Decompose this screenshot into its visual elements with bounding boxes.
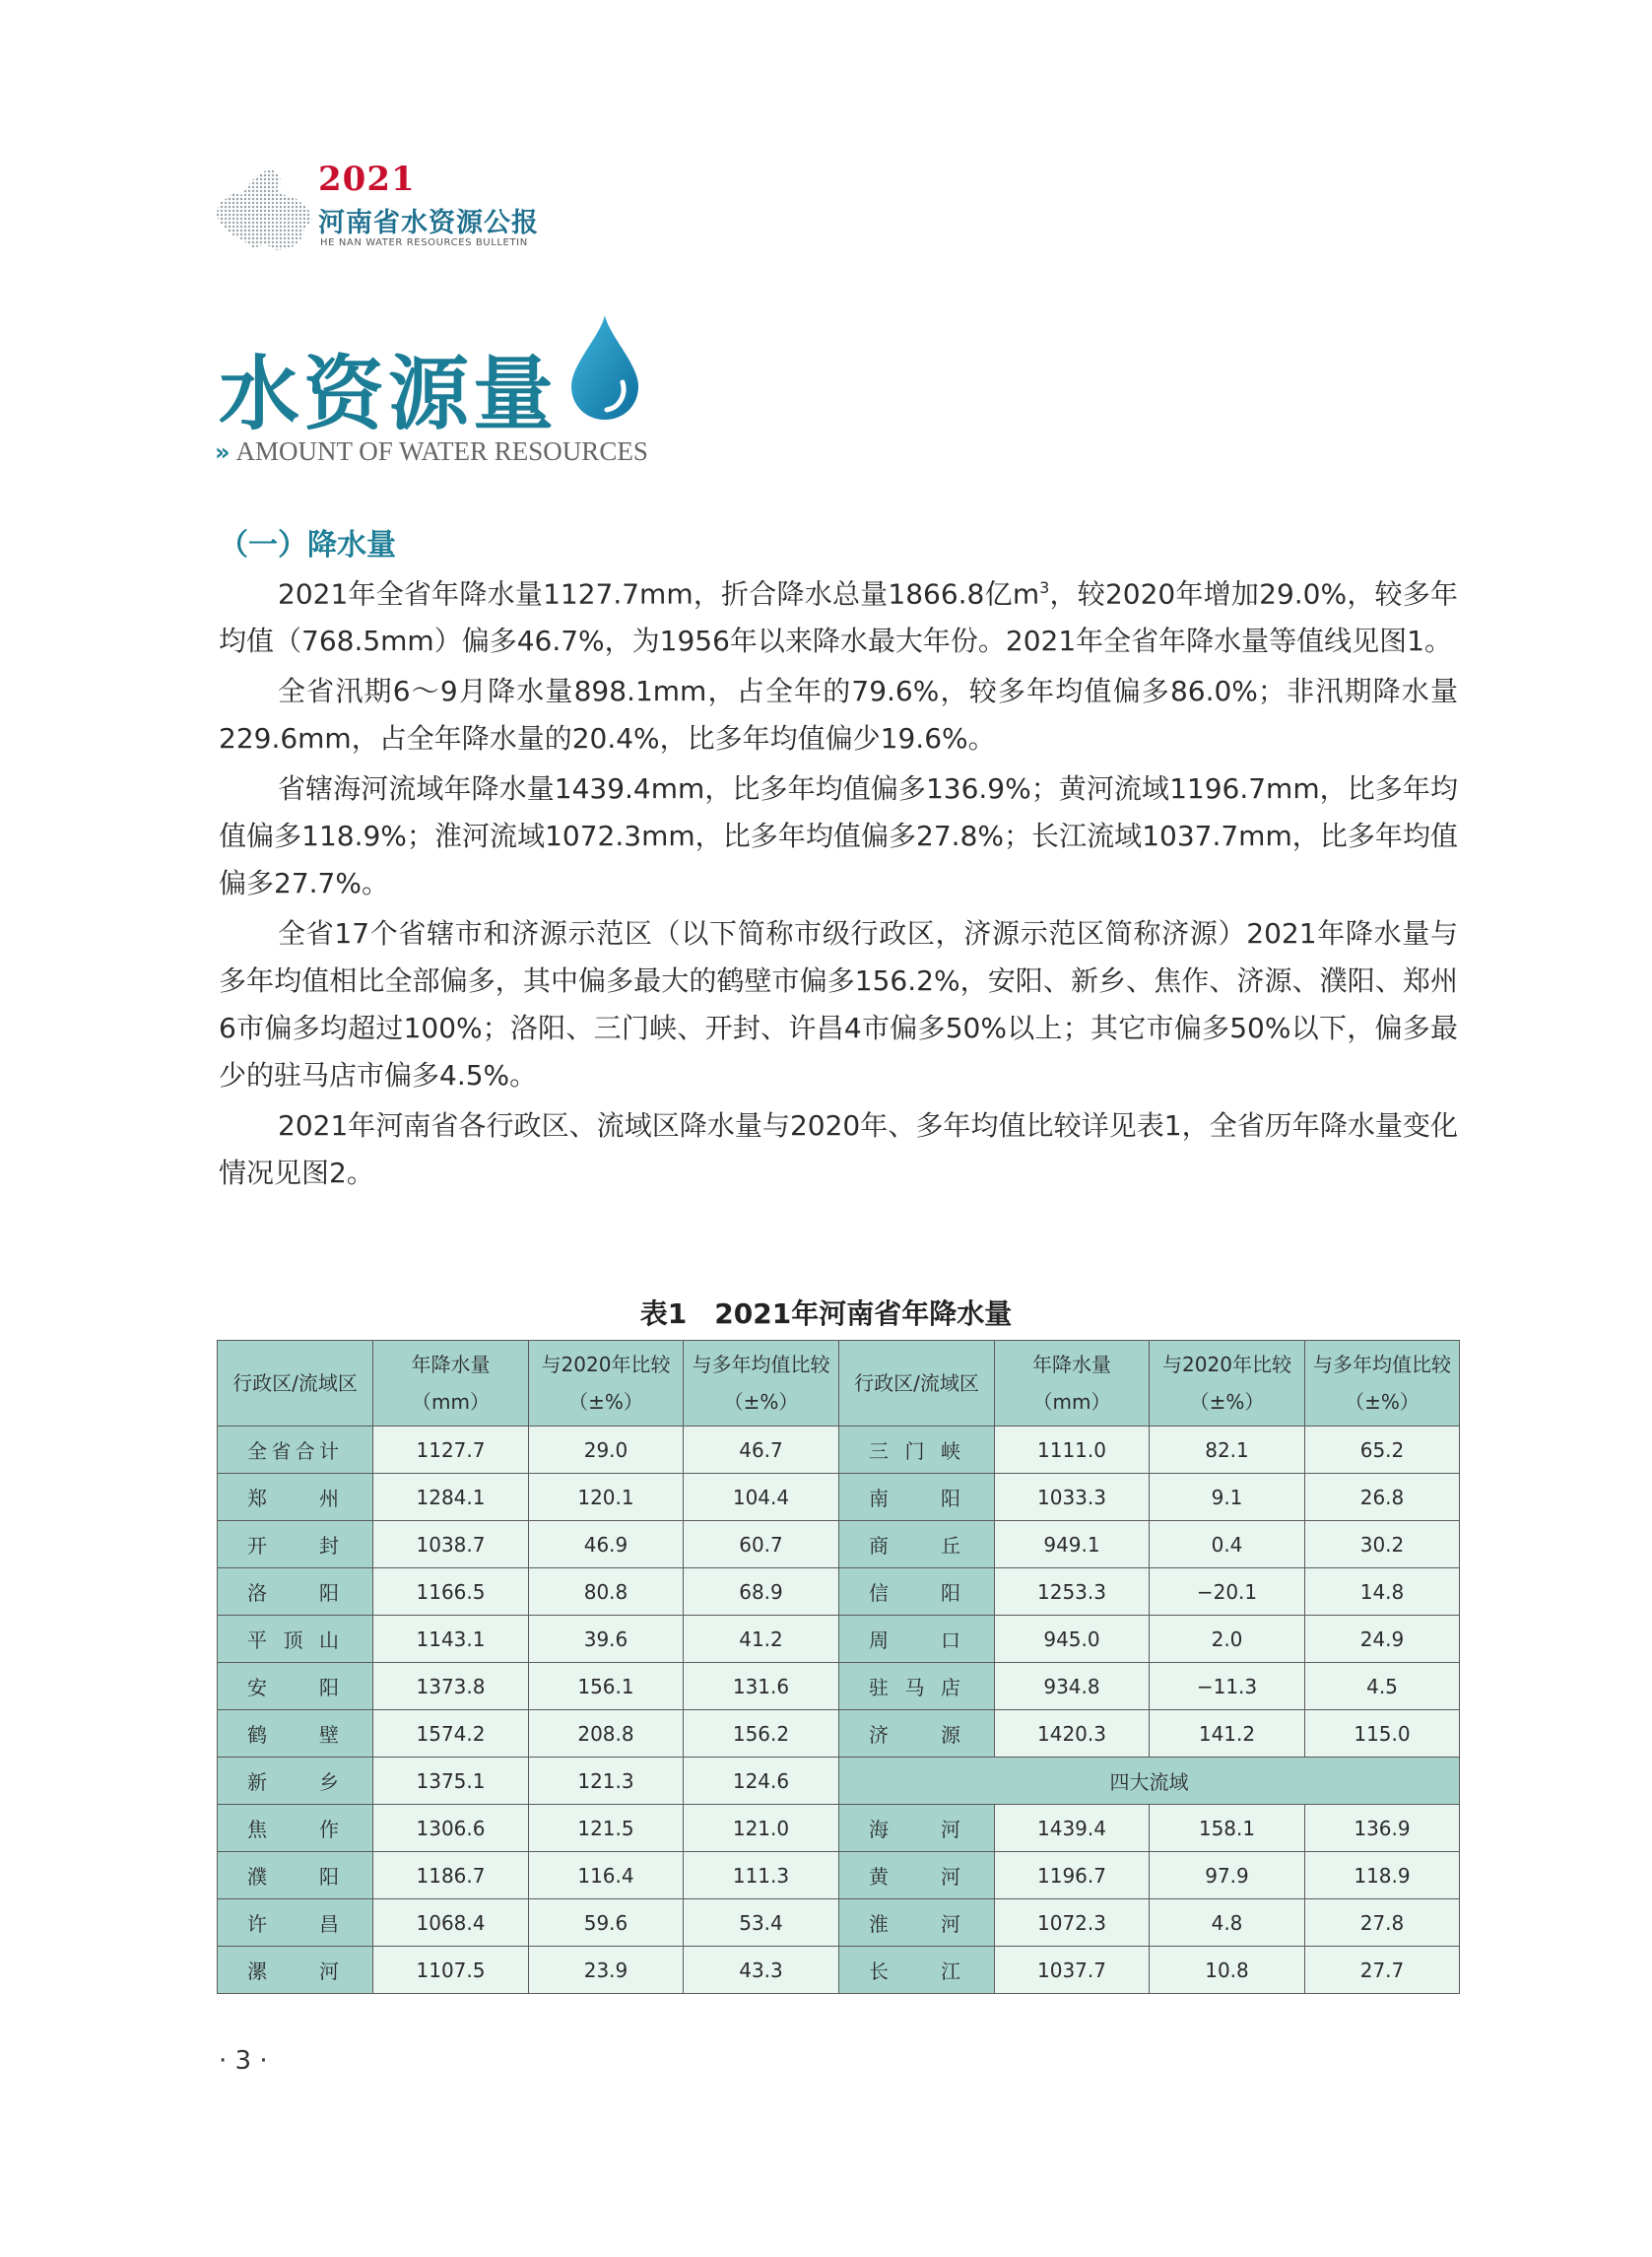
vs-2020-cell: 116.4 [529, 1852, 684, 1899]
header-vs-2020: 与2020年比较 （±%） [1150, 1341, 1305, 1427]
vs-average-cell: 124.6 [684, 1758, 839, 1805]
header-region: 行政区/流域区 [218, 1341, 373, 1427]
vs-2020-cell: 2.0 [1150, 1616, 1305, 1663]
vs-average-cell: 43.3 [684, 1947, 839, 1994]
vs-2020-cell: 156.1 [529, 1663, 684, 1710]
table-row [218, 1474, 1460, 1521]
header-vs-average: 与多年均值比较 （±%） [1305, 1341, 1460, 1427]
henan-map-logo [212, 166, 315, 254]
vs-2020-cell: 120.1 [529, 1474, 684, 1521]
table-row [218, 1521, 1460, 1568]
report-header [212, 160, 566, 258]
vs-2020-cell: 39.6 [529, 1616, 684, 1663]
region-name: 安阳 [218, 1663, 373, 1710]
vs-average-cell: 156.2 [684, 1710, 839, 1758]
vs-2020-cell: 10.8 [1150, 1947, 1305, 1994]
basin-group-header: 四大流域 [839, 1758, 1460, 1805]
region-name: 郑州 [218, 1474, 373, 1521]
rainfall-cell: 934.8 [995, 1663, 1150, 1710]
region-name: 焦作 [218, 1805, 373, 1852]
subsection-heading: （一）降水量 [219, 528, 396, 563]
rainfall-cell: 1253.3 [995, 1568, 1150, 1616]
rainfall-cell: 1196.7 [995, 1852, 1150, 1899]
vs-average-cell: 115.0 [1305, 1710, 1460, 1758]
region-name: 商丘 [839, 1521, 995, 1568]
vs-2020-cell: 121.5 [529, 1805, 684, 1852]
table-caption: 表1 2021年河南省年降水量 [639, 1297, 1013, 1330]
rainfall-cell: 1072.3 [995, 1899, 1150, 1947]
vs-average-cell: 60.7 [684, 1521, 839, 1568]
rainfall-cell: 1038.7 [373, 1521, 529, 1568]
rainfall-cell: 1068.4 [373, 1899, 529, 1947]
header-region: 行政区/流域区 [839, 1341, 995, 1427]
report-year: 2021 [318, 160, 416, 199]
vs-2020-cell: 29.0 [529, 1427, 684, 1474]
region-name: 平顶山 [218, 1616, 373, 1663]
rainfall-cell: 1186.7 [373, 1852, 529, 1899]
paragraph: 全省汛期6～9月降水量898.1mm，占全年的79.6%，较多年均值偏多86.0%；非汛期降水量229.6mm，占全年降水量的20.4%，比多年均值偏少19.6%。 [219, 675, 1458, 756]
table-row [218, 1805, 1460, 1852]
table-row [218, 1568, 1460, 1616]
vs-2020-cell: 80.8 [529, 1568, 684, 1616]
region-name: 济源 [839, 1710, 995, 1758]
vs-2020-cell: 23.9 [529, 1947, 684, 1994]
chapter-title: 水资源量 [219, 347, 559, 441]
rainfall-cell: 949.1 [995, 1521, 1150, 1568]
paragraph: 2021年河南省各行政区、流域区降水量与2020年、多年均值比较详见表1，全省历年降水量变化情况见图2。 [219, 1109, 1458, 1190]
vs-average-cell: 30.2 [1305, 1521, 1460, 1568]
rainfall-cell: 1574.2 [373, 1710, 529, 1758]
basin-name: 海河 [839, 1805, 995, 1852]
rainfall-cell: 1375.1 [373, 1758, 529, 1805]
vs-average-cell: 104.4 [684, 1474, 839, 1521]
vs-2020-cell: 9.1 [1150, 1474, 1305, 1521]
vs-2020-cell: 141.2 [1150, 1710, 1305, 1758]
vs-2020-cell: 208.8 [529, 1710, 684, 1758]
basin-name: 长江 [839, 1947, 995, 1994]
rainfall-cell: 1420.3 [995, 1710, 1150, 1758]
table-row [218, 1899, 1460, 1947]
vs-average-cell: 41.2 [684, 1616, 839, 1663]
region-name: 南阳 [839, 1474, 995, 1521]
header-vs-average: 与多年均值比较 （±%） [684, 1341, 839, 1427]
basin-name: 黄河 [839, 1852, 995, 1899]
vs-average-cell: 111.3 [684, 1852, 839, 1899]
region-name: 周口 [839, 1616, 995, 1663]
header-rainfall: 年降水量 （mm） [995, 1341, 1150, 1427]
chapter-subtitle [215, 436, 648, 467]
region-name: 开封 [218, 1521, 373, 1568]
table-row [218, 1947, 1460, 1994]
region-name: 漯河 [218, 1947, 373, 1994]
rainfall-cell: 1439.4 [995, 1805, 1150, 1852]
vs-average-cell: 118.9 [1305, 1852, 1460, 1899]
vs-2020-cell: 97.9 [1150, 1852, 1305, 1899]
vs-2020-cell: 158.1 [1150, 1805, 1305, 1852]
header-rainfall: 年降水量 （mm） [373, 1341, 529, 1427]
table-row [218, 1852, 1460, 1899]
rainfall-cell: 1037.7 [995, 1947, 1150, 1994]
body-text [219, 564, 1458, 1200]
table-row [218, 1616, 1460, 1663]
vs-average-cell: 4.5 [1305, 1663, 1460, 1710]
vs-2020-cell: 82.1 [1150, 1427, 1305, 1474]
vs-average-cell: 27.8 [1305, 1899, 1460, 1947]
vs-average-cell: 24.9 [1305, 1616, 1460, 1663]
precipitation-table [217, 1340, 1460, 1994]
table-row [218, 1663, 1460, 1710]
vs-average-cell: 68.9 [684, 1568, 839, 1616]
table-row [218, 1427, 1460, 1474]
region-name: 信阳 [839, 1568, 995, 1616]
vs-average-cell: 121.0 [684, 1805, 839, 1852]
vs-2020-cell: 59.6 [529, 1899, 684, 1947]
region-name: 三门峡 [839, 1427, 995, 1474]
region-name: 新乡 [218, 1758, 373, 1805]
vs-2020-cell: 46.9 [529, 1521, 684, 1568]
header-vs-2020: 与2020年比较 （±%） [529, 1341, 684, 1427]
rainfall-cell: 1166.5 [373, 1568, 529, 1616]
double-chevron-icon: » [215, 438, 231, 466]
rainfall-cell: 1143.1 [373, 1616, 529, 1663]
vs-average-cell: 14.8 [1305, 1568, 1460, 1616]
report-title: 河南省水资源公报 [318, 208, 539, 238]
rainfall-cell: 945.0 [995, 1616, 1150, 1663]
region-name: 许昌 [218, 1899, 373, 1947]
rainfall-cell: 1306.6 [373, 1805, 529, 1852]
vs-average-cell: 65.2 [1305, 1427, 1460, 1474]
vs-average-cell: 136.9 [1305, 1805, 1460, 1852]
vs-2020-cell: 0.4 [1150, 1521, 1305, 1568]
water-drop-icon [569, 313, 640, 422]
rainfall-cell: 1284.1 [373, 1474, 529, 1521]
chapter-subtitle-text: AMOUNT OF WATER RESOURCES [235, 436, 648, 466]
vs-2020-cell: 4.8 [1150, 1899, 1305, 1947]
vs-2020-cell: −20.1 [1150, 1568, 1305, 1616]
paragraph: 省辖海河流域年降水量1439.4mm，比多年均值偏多136.9%；黄河流域1196.7mm，比多年均值偏多118.9%；淮河流域1072.3mm，比多年均值偏多27.8%；长江流域1037.7mm，比多年均值偏多27.7%。 [219, 772, 1458, 900]
vs-average-cell: 53.4 [684, 1899, 839, 1947]
table-row [218, 1710, 1460, 1758]
vs-average-cell: 131.6 [684, 1663, 839, 1710]
page-number: · 3 · [219, 2046, 268, 2076]
rainfall-cell: 1111.0 [995, 1427, 1150, 1474]
region-name: 鹤壁 [218, 1710, 373, 1758]
region-name: 濮阳 [218, 1852, 373, 1899]
paragraph: 全省17个省辖市和济源示范区（以下简称市级行政区，济源示范区简称济源）2021年降水量与多年均值相比全部偏多，其中偏多最大的鹤壁市偏多156.2%，安阳、新乡、焦作、济源、濮阳、郑州6市偏多均超过100%；洛阳、三门峡、开封、许昌4市偏多50%以上；其它市偏多50%以下，偏多最少的驻马店市偏多4.5%。 [219, 917, 1458, 1093]
vs-2020-cell: 121.3 [529, 1758, 684, 1805]
table-row [218, 1758, 1460, 1805]
rainfall-cell: 1373.8 [373, 1663, 529, 1710]
vs-average-cell: 27.7 [1305, 1947, 1460, 1994]
basin-name: 淮河 [839, 1899, 995, 1947]
report-subtitle: HE NAN WATER RESOURCES BULLETIN [320, 237, 528, 248]
rainfall-cell: 1107.5 [373, 1947, 529, 1994]
paragraph: 2021年全省年降水量1127.7mm，折合降水总量1866.8亿$m^3$，较2020年增加29.0%，较多年均值（768.5mm）偏多46.7%，为1956年以来降水最大年份。2021年全省年降水量等值线见图1。 [219, 577, 1458, 658]
rainfall-cell: 1033.3 [995, 1474, 1150, 1521]
region-name: 洛阳 [218, 1568, 373, 1616]
vs-2020-cell: −11.3 [1150, 1663, 1305, 1710]
rainfall-cell: 1127.7 [373, 1427, 529, 1474]
region-name: 全省合计 [218, 1427, 373, 1474]
region-name: 驻马店 [839, 1663, 995, 1710]
table-header-row [218, 1341, 1460, 1427]
vs-average-cell: 26.8 [1305, 1474, 1460, 1521]
vs-average-cell: 46.7 [684, 1427, 839, 1474]
